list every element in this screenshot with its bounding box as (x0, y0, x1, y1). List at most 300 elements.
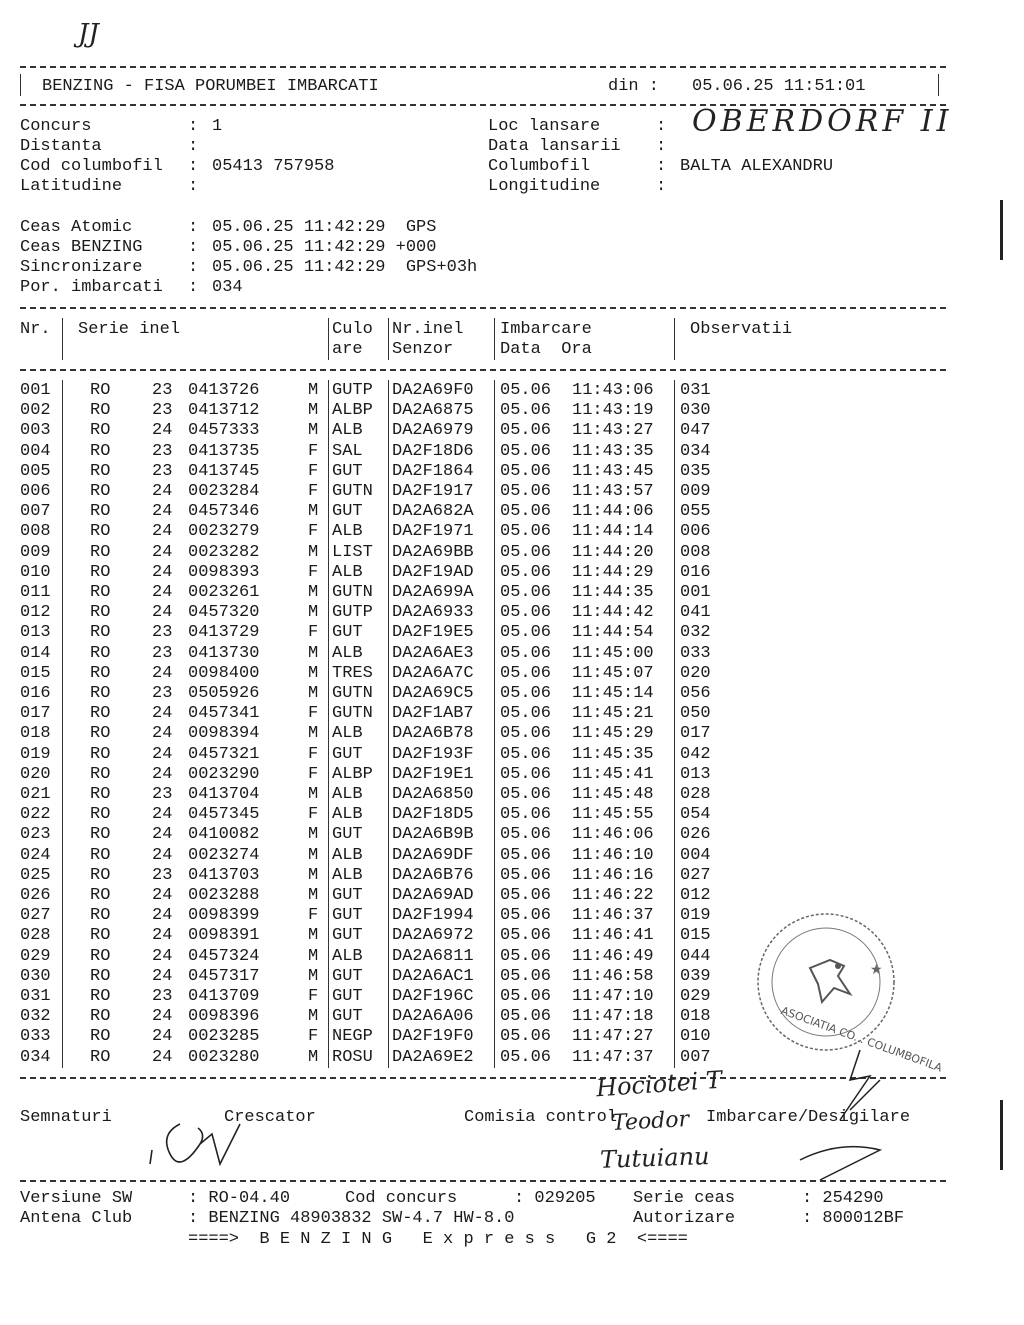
cell-tara: RO (90, 987, 111, 1006)
cell-an: 24 (152, 663, 173, 683)
commission-signature (780, 1040, 900, 1190)
signatures-label: Semnaturi (20, 1108, 112, 1127)
cell-senzor: DA2F18D5 (392, 805, 474, 825)
cell-ora: 11:44:29 (572, 562, 654, 582)
cell-data: 05.06 (500, 704, 552, 724)
cell-nr: 012 (20, 603, 51, 623)
table-row (0, 482, 1024, 502)
cell-obs: 018 (680, 1007, 711, 1027)
cell-nr: 023 (20, 825, 51, 845)
th-imbarcare-2: Data Ora (500, 340, 592, 359)
cell-nr: 026 (20, 886, 51, 905)
clock-label: Sincronizare (20, 258, 143, 277)
table-row (0, 623, 1024, 643)
cell-sex: M (308, 1047, 319, 1067)
cell-tara: RO (90, 966, 111, 986)
info-label: Columbofil (488, 157, 591, 176)
cell-inel: 0098400 (188, 663, 260, 683)
cell-sex: F (308, 522, 319, 542)
cell-tara: RO (90, 744, 111, 764)
cell-culoare: ALB (332, 421, 363, 441)
cell-inel: 0023282 (188, 542, 260, 562)
cell-sex: M (308, 502, 319, 522)
cell-data: 05.06 (500, 825, 552, 845)
clock-value: 034 (212, 278, 243, 297)
cell-ora: 11:45:55 (572, 805, 654, 825)
cell-sex: F (308, 461, 319, 481)
cell-sex: M (308, 845, 319, 865)
cell-ora: 11:44:42 (572, 603, 654, 623)
cell-senzor: DA2A682A (392, 502, 474, 522)
cell-sex: F (308, 482, 319, 501)
tb-sep-5 (674, 380, 675, 1068)
table-row (0, 543, 1024, 563)
cell-sex: M (308, 724, 319, 744)
cell-an: 23 (152, 461, 173, 481)
cell-inel: 0457320 (188, 603, 260, 623)
cell-inel: 0023274 (188, 845, 260, 865)
cell-an: 24 (152, 704, 173, 724)
handwritten-name-2: Teodor (611, 1107, 690, 1137)
table-row (0, 765, 1024, 785)
cell-data: 05.06 (500, 583, 552, 602)
table-row (0, 866, 1024, 886)
cell-an: 24 (152, 522, 173, 542)
info-label: Cod columbofil (20, 157, 163, 176)
cell-ora: 11:47:27 (572, 1027, 654, 1047)
cell-senzor: DA2A6972 (392, 926, 474, 946)
cell-obs: 007 (680, 1047, 711, 1067)
cell-sex: M (308, 946, 319, 966)
cell-senzor: DA2A69BB (392, 542, 474, 562)
cell-obs: 019 (680, 906, 711, 926)
cell-senzor: DA2F19AD (392, 562, 474, 582)
table-row (0, 785, 1024, 805)
cell-inel: 0457321 (188, 744, 260, 764)
cell-sex: M (308, 583, 319, 602)
cell-culoare: GUTN (332, 482, 373, 501)
association-stamp (752, 908, 944, 1075)
cell-senzor: DA2F196C (392, 987, 474, 1006)
cell-an: 24 (152, 906, 173, 926)
cell-tara: RO (90, 562, 111, 582)
cell-an: 24 (152, 583, 173, 602)
cell-ora: 11:45:00 (572, 643, 654, 663)
cell-nr: 016 (20, 684, 51, 703)
cell-tara: RO (90, 724, 111, 744)
cell-nr: 007 (20, 502, 51, 522)
cell-culoare: GUT (332, 966, 363, 986)
info-value: 1 (212, 117, 223, 136)
cell-data: 05.06 (500, 401, 552, 421)
cell-an: 24 (152, 966, 173, 986)
cell-senzor: DA2F1864 (392, 461, 474, 481)
cell-nr: 008 (20, 522, 51, 542)
cell-culoare: LIST (332, 542, 373, 562)
cell-inel: 0413729 (188, 623, 260, 643)
cell-ora: 11:45:14 (572, 684, 654, 703)
cell-inel: 0098393 (188, 562, 260, 582)
cell-obs: 055 (680, 502, 711, 522)
table-row (0, 805, 1024, 825)
cell-senzor: DA2F193F (392, 744, 474, 764)
cell-ora: 11:45:21 (572, 704, 654, 724)
cell-ora: 11:44:06 (572, 502, 654, 522)
cell-inel: 0023290 (188, 764, 260, 784)
cell-tara: RO (90, 623, 111, 643)
cell-inel: 0023284 (188, 482, 260, 501)
cell-senzor: DA2A6B9B (392, 825, 474, 845)
cell-an: 24 (152, 926, 173, 946)
cell-obs: 047 (680, 421, 711, 441)
cell-culoare: GUTP (332, 603, 373, 623)
cell-inel: 0505926 (188, 684, 260, 703)
info-sep: : (188, 137, 199, 156)
th-sep-2 (328, 318, 329, 360)
cell-ora: 11:44:54 (572, 623, 654, 643)
cell-sex: F (308, 744, 319, 764)
table-row (0, 401, 1024, 421)
cell-sex: F (308, 906, 319, 926)
cell-data: 05.06 (500, 926, 552, 946)
serie-ceas-value: : 254290 (802, 1189, 884, 1208)
cell-culoare: GUT (332, 461, 363, 481)
cell-tara: RO (90, 522, 111, 542)
cell-obs: 029 (680, 987, 711, 1006)
cell-tara: RO (90, 381, 111, 400)
cell-obs: 026 (680, 825, 711, 845)
handwritten-name-3: Tutuianu (599, 1142, 710, 1174)
cell-data: 05.06 (500, 886, 552, 905)
cell-an: 23 (152, 401, 173, 421)
versiune-value: : RO-04.40 (188, 1189, 291, 1208)
cell-inel: 0457317 (188, 966, 260, 986)
cell-senzor: DA2A6811 (392, 946, 474, 966)
cell-senzor: DA2A6875 (392, 401, 474, 421)
cell-nr: 027 (20, 906, 51, 926)
table-row (0, 644, 1024, 664)
cell-sex: F (308, 805, 319, 825)
cell-nr: 030 (20, 966, 51, 986)
cell-obs: 050 (680, 704, 711, 724)
cell-senzor: DA2F1917 (392, 482, 474, 501)
table-row (0, 846, 1024, 866)
cell-data: 05.06 (500, 381, 552, 400)
cell-data: 05.06 (500, 441, 552, 461)
cell-culoare: ALB (332, 865, 363, 885)
cell-tara: RO (90, 1047, 111, 1067)
table-row (0, 603, 1024, 623)
th-sep-3 (388, 318, 389, 360)
cell-inel: 0413712 (188, 401, 260, 421)
cell-culoare: ROSU (332, 1047, 373, 1067)
cell-tara: RO (90, 461, 111, 481)
cell-an: 24 (152, 764, 173, 784)
crescator-signature (140, 1104, 280, 1184)
cell-senzor: DA2A6AC1 (392, 966, 474, 986)
info-label: Longitudine (488, 177, 601, 196)
info-sep: : (656, 137, 667, 156)
tb-sep-4 (494, 380, 495, 1068)
cell-sex: M (308, 1007, 319, 1027)
info-label: Latitudine (20, 177, 123, 196)
cell-data: 05.06 (500, 966, 552, 986)
cell-senzor: DA2F1971 (392, 522, 474, 542)
cell-senzor: DA2A699A (392, 583, 474, 602)
cod-concurs-value: : 029205 (514, 1189, 596, 1208)
cell-tara: RO (90, 643, 111, 663)
cell-tara: RO (90, 542, 111, 562)
cell-tara: RO (90, 603, 111, 623)
cell-tara: RO (90, 482, 111, 501)
cod-concurs-label: Cod concurs (345, 1189, 458, 1208)
cell-tara: RO (90, 805, 111, 825)
cell-data: 05.06 (500, 865, 552, 885)
header-right-border (938, 74, 939, 96)
cell-obs: 033 (680, 643, 711, 663)
cell-sex: M (308, 663, 319, 683)
cell-culoare: ALB (332, 785, 363, 804)
cell-inel: 0413703 (188, 865, 260, 885)
cell-obs: 009 (680, 482, 711, 501)
cell-data: 05.06 (500, 482, 552, 501)
cell-obs: 020 (680, 663, 711, 683)
th-sep-5 (674, 318, 675, 360)
cell-senzor: DA2A6A7C (392, 663, 474, 683)
cell-an: 24 (152, 421, 173, 441)
cell-data: 05.06 (500, 542, 552, 562)
cell-senzor: DA2F19E1 (392, 764, 474, 784)
cell-ora: 11:46:37 (572, 906, 654, 926)
cell-tara: RO (90, 886, 111, 905)
cell-ora: 11:46:06 (572, 825, 654, 845)
cell-culoare: ALB (332, 845, 363, 865)
cell-data: 05.06 (500, 764, 552, 784)
cell-data: 05.06 (500, 502, 552, 522)
scan-mark (1000, 1100, 1003, 1170)
cell-tara: RO (90, 421, 111, 441)
cell-ora: 11:44:20 (572, 542, 654, 562)
cell-an: 23 (152, 381, 173, 400)
cell-an: 24 (152, 724, 173, 744)
table-row (0, 522, 1024, 542)
cell-inel: 0457333 (188, 421, 260, 441)
page-title: BENZING - FISA PORUMBEI IMBARCATI (42, 77, 379, 96)
svg-text:★: ★ (870, 962, 883, 978)
cell-tara: RO (90, 1007, 111, 1027)
cell-ora: 11:46:16 (572, 865, 654, 885)
cell-nr: 025 (20, 865, 51, 885)
cell-obs: 042 (680, 744, 711, 764)
th-imbarcare-1: Imbarcare (500, 320, 592, 339)
cell-culoare: GUT (332, 1007, 363, 1027)
cell-senzor: DA2A69F0 (392, 381, 474, 400)
cell-inel: 0457324 (188, 946, 260, 966)
cell-obs: 001 (680, 583, 711, 602)
cell-tara: RO (90, 926, 111, 946)
cell-an: 23 (152, 865, 173, 885)
cell-tara: RO (90, 1027, 111, 1047)
cell-tara: RO (90, 764, 111, 784)
cell-inel: 0413745 (188, 461, 260, 481)
cell-tara: RO (90, 441, 111, 461)
cell-inel: 0410082 (188, 825, 260, 845)
clock-value: 05.06.25 11:42:29 GPS (212, 218, 437, 237)
cell-ora: 11:47:37 (572, 1047, 654, 1067)
cell-nr: 006 (20, 482, 51, 501)
cell-culoare: ALB (332, 522, 363, 542)
cell-culoare: ALBP (332, 401, 373, 421)
cell-tara: RO (90, 946, 111, 966)
cell-ora: 11:43:19 (572, 401, 654, 421)
clock-sep: : (188, 218, 199, 237)
info-sep: : (656, 117, 667, 136)
cell-ora: 11:46:41 (572, 926, 654, 946)
cell-obs: 035 (680, 461, 711, 481)
tb-sep-3 (388, 380, 389, 1068)
cell-culoare: GUT (332, 886, 363, 905)
cell-senzor: DA2A6979 (392, 421, 474, 441)
cell-culoare: TRES (332, 663, 373, 683)
cell-senzor: DA2F18D6 (392, 441, 474, 461)
cell-tara: RO (90, 906, 111, 926)
cell-an: 24 (152, 845, 173, 865)
versiune-label: Versiune SW (20, 1189, 133, 1208)
cell-data: 05.06 (500, 946, 552, 966)
cell-inel: 0413726 (188, 381, 260, 400)
cell-senzor: DA2A69E2 (392, 1047, 474, 1067)
cell-tara: RO (90, 583, 111, 602)
cell-an: 24 (152, 1007, 173, 1027)
info-value: BALTA ALEXANDRU (680, 157, 834, 176)
cell-ora: 11:46:22 (572, 886, 654, 905)
cell-culoare: GUTN (332, 704, 373, 724)
table-row (0, 462, 1024, 482)
cell-ora: 11:43:35 (572, 441, 654, 461)
cell-data: 05.06 (500, 461, 552, 481)
table-top-divider (20, 307, 946, 309)
cell-data: 05.06 (500, 724, 552, 744)
cell-culoare: ALB (332, 562, 363, 582)
cell-nr: 031 (20, 987, 51, 1006)
cell-senzor: DA2F1994 (392, 906, 474, 926)
cell-obs: 041 (680, 603, 711, 623)
cell-an: 23 (152, 441, 173, 461)
table-row (0, 724, 1024, 744)
cell-tara: RO (90, 865, 111, 885)
cell-nr: 002 (20, 401, 51, 421)
cell-ora: 11:46:58 (572, 966, 654, 986)
cell-data: 05.06 (500, 522, 552, 542)
cell-an: 24 (152, 1047, 173, 1067)
cell-obs: 028 (680, 785, 711, 804)
cell-data: 05.06 (500, 906, 552, 926)
cell-inel: 0023279 (188, 522, 260, 542)
imbarcare-label: Imbarcare/Desigilare (706, 1108, 911, 1127)
handwritten-location: OBERDORF II (692, 104, 953, 139)
cell-obs: 054 (680, 805, 711, 825)
cell-senzor: DA2A69AD (392, 886, 474, 905)
autorizare-label: Autorizare (633, 1209, 736, 1228)
cell-an: 24 (152, 744, 173, 764)
info-sep: : (656, 177, 667, 196)
cell-inel: 0023285 (188, 1027, 260, 1047)
cell-sex: M (308, 926, 319, 946)
cell-ora: 11:43:27 (572, 421, 654, 441)
cell-inel: 0413704 (188, 785, 260, 804)
cell-culoare: SAL (332, 441, 363, 461)
tb-sep-2 (328, 380, 329, 1068)
table-row (0, 745, 1024, 765)
cell-nr: 005 (20, 461, 51, 481)
cell-sex: M (308, 966, 319, 986)
cell-an: 24 (152, 805, 173, 825)
cell-culoare: GUTP (332, 381, 373, 400)
cell-ora: 11:45:48 (572, 785, 654, 804)
cell-ora: 11:47:10 (572, 987, 654, 1006)
cell-nr: 018 (20, 724, 51, 744)
cell-data: 05.06 (500, 684, 552, 703)
cell-an: 24 (152, 542, 173, 562)
cell-obs: 016 (680, 562, 711, 582)
th-sep-1 (62, 318, 63, 360)
cell-sex: M (308, 421, 319, 441)
cell-sex: M (308, 401, 319, 421)
cell-obs: 004 (680, 845, 711, 865)
cell-obs: 044 (680, 946, 711, 966)
header-left-border (20, 74, 21, 96)
cell-data: 05.06 (500, 1047, 552, 1067)
serie-ceas-label: Serie ceas (633, 1189, 736, 1208)
th-culoare-2: are (332, 340, 363, 359)
info-label: Distanta (20, 137, 102, 156)
cell-culoare: NEGP (332, 1027, 373, 1047)
table-row (0, 381, 1024, 401)
cell-an: 24 (152, 502, 173, 522)
cell-data: 05.06 (500, 1027, 552, 1047)
cell-inel: 0098396 (188, 1007, 260, 1027)
cell-sex: F (308, 764, 319, 784)
cell-an: 24 (152, 825, 173, 845)
cell-inel: 0457341 (188, 704, 260, 724)
cell-nr: 014 (20, 643, 51, 663)
clock-label: Por. imbarcati (20, 278, 163, 297)
tb-sep-1 (62, 380, 63, 1068)
comisia-label: Comisia control (464, 1108, 618, 1127)
cell-nr: 015 (20, 663, 51, 683)
handwritten-name-1: Hociotei T (595, 1065, 723, 1103)
info-sep: : (188, 157, 199, 176)
table-row (0, 664, 1024, 684)
cell-inel: 0098394 (188, 724, 260, 744)
cell-inel: 0098399 (188, 906, 260, 926)
cell-an: 24 (152, 482, 173, 501)
table-row (0, 563, 1024, 583)
cell-data: 05.06 (500, 623, 552, 643)
cell-sex: F (308, 987, 319, 1006)
cell-ora: 11:44:14 (572, 522, 654, 542)
cell-senzor: DA2A6AE3 (392, 643, 474, 663)
cell-nr: 001 (20, 381, 51, 400)
clock-label: Ceas Atomic (20, 218, 133, 237)
cell-senzor: DA2A6850 (392, 785, 474, 804)
cell-inel: 0023288 (188, 886, 260, 905)
cell-an: 23 (152, 643, 173, 663)
cell-sex: M (308, 886, 319, 905)
th-nr: Nr. (20, 320, 51, 339)
table-row (0, 502, 1024, 522)
cell-inel: 0098391 (188, 926, 260, 946)
